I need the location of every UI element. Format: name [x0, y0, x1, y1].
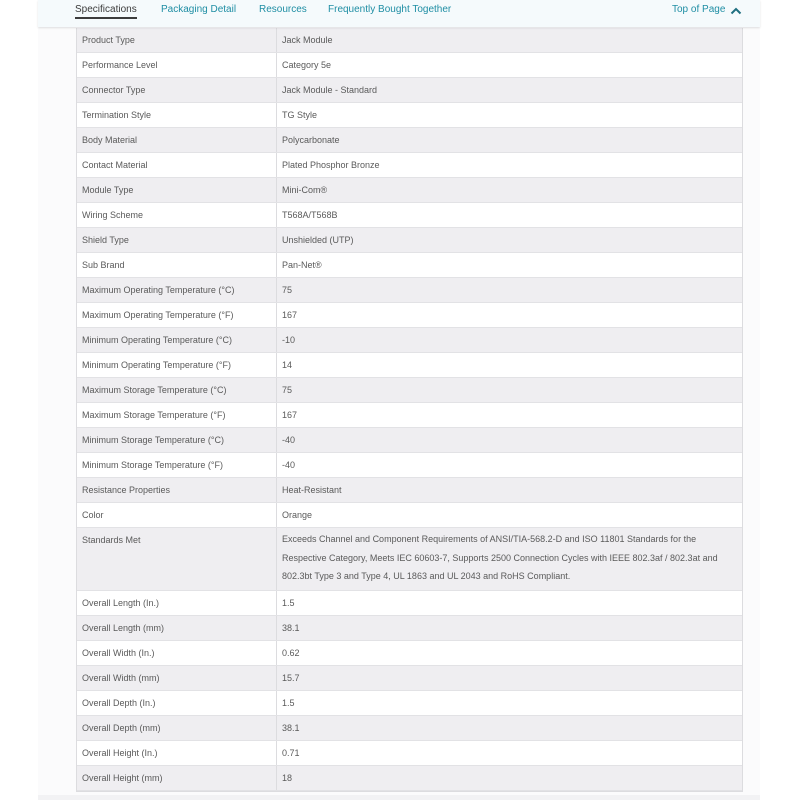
spec-label: Color [77, 503, 277, 527]
spec-row [77, 478, 742, 503]
spec-value: 38.1 [282, 623, 300, 633]
spec-value: 15.7 [282, 673, 300, 683]
spec-label: Overall Height (mm) [77, 766, 277, 790]
spec-label: Maximum Storage Temperature (°C) [77, 378, 277, 402]
spec-row [77, 103, 742, 128]
spec-row [77, 716, 742, 741]
spec-row [77, 28, 742, 53]
spec-label: Overall Height (In.) [77, 741, 277, 765]
spec-value: 18 [282, 773, 293, 783]
top-of-page-link[interactable] [672, 3, 742, 16]
spec-label: Overall Width (In.) [77, 641, 277, 665]
spec-label: Sub Brand [77, 253, 277, 277]
spec-value: Jack Module - Standard [282, 85, 378, 95]
spec-row [77, 641, 742, 666]
spec-value: 1.5 [282, 598, 295, 608]
spec-label: Maximum Operating Temperature (°F) [77, 303, 277, 327]
spec-row [77, 228, 742, 253]
spec-label: Product Type [77, 28, 277, 52]
spec-row [77, 153, 742, 178]
spec-row [77, 453, 742, 478]
spec-label: Resistance Properties [77, 478, 277, 502]
spec-row [77, 666, 742, 691]
spec-label: Body Material [77, 128, 277, 152]
spec-row [77, 128, 742, 153]
spec-row [77, 428, 742, 453]
spec-value: 75 [282, 385, 293, 395]
spec-value: 1.5 [282, 698, 295, 708]
bottom-shade [38, 795, 760, 800]
spec-value: Unshielded (UTP) [282, 235, 354, 245]
tab-packaging-detail[interactable]: Packaging Detail [161, 4, 237, 15]
spec-row [77, 691, 742, 716]
spec-row [77, 503, 742, 528]
spec-label: Overall Length (mm) [77, 616, 277, 640]
spec-label: Overall Depth (mm) [77, 716, 277, 740]
spec-label: Minimum Operating Temperature (°C) [77, 328, 277, 352]
specifications-table [76, 28, 743, 792]
spec-label: Minimum Storage Temperature (°C) [77, 428, 277, 452]
spec-value: -40 [282, 435, 296, 445]
spec-label: Performance Level [77, 53, 277, 77]
spec-row [77, 616, 742, 641]
spec-row [77, 53, 742, 78]
spec-label: Module Type [77, 178, 277, 202]
spec-value: TG Style [282, 110, 318, 120]
tab-specifications[interactable]: Specifications [75, 4, 137, 15]
spec-row [77, 378, 742, 403]
spec-label: Overall Width (mm) [77, 666, 277, 690]
spec-label: Minimum Storage Temperature (°F) [77, 453, 277, 477]
spec-label: Overall Depth (In.) [77, 691, 277, 715]
spec-row [77, 403, 742, 428]
spec-value: -40 [282, 460, 296, 470]
spec-label: Connector Type [77, 78, 277, 102]
spec-value: 167 [282, 310, 298, 320]
top-of-page-label: Top of Page [672, 4, 726, 15]
spec-value: Orange [282, 510, 313, 520]
spec-value: Jack Module [282, 35, 333, 45]
spec-row [77, 78, 742, 103]
spec-label: Termination Style [77, 103, 277, 127]
spec-value: 38.1 [282, 723, 300, 733]
tab-resources[interactable]: Resources [259, 4, 307, 15]
spec-value: Polycarbonate [282, 135, 340, 145]
spec-label: Minimum Operating Temperature (°F) [77, 353, 277, 377]
spec-label: Maximum Operating Temperature (°C) [77, 278, 277, 302]
spec-row [77, 278, 742, 303]
spec-label: Standards Met [77, 528, 277, 590]
spec-row [77, 528, 742, 591]
spec-value: Mini-Com® [282, 185, 328, 195]
spec-label: Maximum Storage Temperature (°F) [77, 403, 277, 427]
spec-label: Wiring Scheme [77, 203, 277, 227]
spec-value: 14 [282, 360, 293, 370]
spec-label: Overall Length (In.) [77, 591, 277, 615]
spec-row [77, 328, 742, 353]
spec-value: 0.62 [282, 648, 300, 658]
spec-label: Shield Type [77, 228, 277, 252]
spec-row [77, 178, 742, 203]
spec-row [77, 741, 742, 766]
chevron-up-icon [730, 5, 742, 17]
spec-value: 167 [282, 410, 298, 420]
spec-value: Plated Phosphor Bronze [282, 160, 380, 170]
spec-value: T568A/T568B [282, 210, 338, 220]
spec-row [77, 591, 742, 616]
spec-value: 0.71 [282, 748, 300, 758]
spec-value: Heat-Resistant [282, 485, 342, 495]
spec-value: 75 [282, 285, 293, 295]
spec-row [77, 203, 742, 228]
spec-row [77, 353, 742, 378]
spec-row [77, 253, 742, 278]
spec-row [77, 303, 742, 328]
spec-row [77, 766, 742, 791]
spec-value: Exceeds Channel and Component Requirements of ANSI/TIA-568.2-D and ISO 11801 Standards for the Respective Category, Meets IEC 60603-7, Supports 2500 Connection Cycles with IEEE 802.3af / 802.3at and 802.3bt Type 3 and Type 4, UL 1863 and UL 2043 and RoHS Compliant. [282, 534, 718, 581]
section-nav-bar [38, 0, 760, 27]
spec-value: -10 [282, 335, 296, 345]
spec-value: Category 5e [282, 60, 332, 70]
spec-value: Pan-Net® [282, 260, 322, 270]
spec-label: Contact Material [77, 153, 277, 177]
tab-frequently-bought-together[interactable]: Frequently Bought Together [328, 4, 452, 15]
